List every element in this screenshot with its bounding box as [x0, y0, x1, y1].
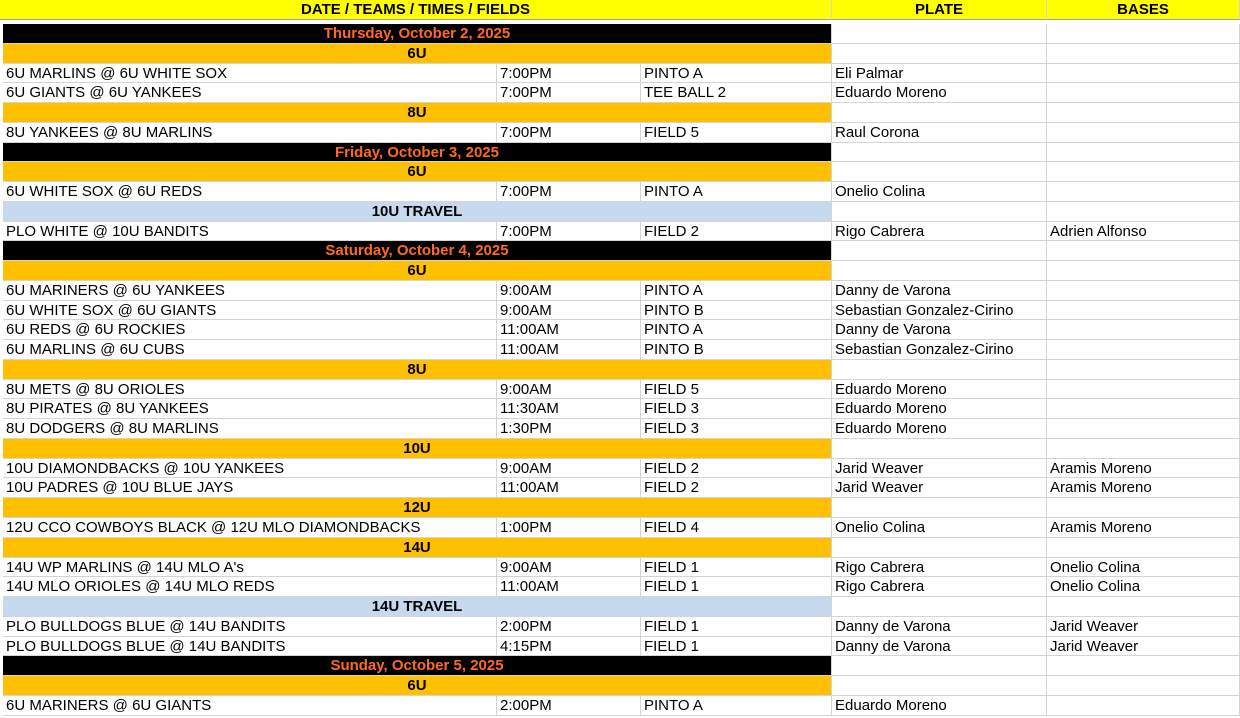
teams-cell[interactable]: PLO BULLDOGS BLUE @ 14U BANDITS: [3, 617, 497, 637]
game-row: [0, 123, 1240, 143]
game-row: [0, 419, 1240, 439]
plate-umpire-cell[interactable]: Eduardo Moreno: [832, 399, 1047, 419]
date-label-cell[interactable]: Thursday, October 2, 2025: [3, 24, 832, 44]
bases-empty-cell[interactable]: [1047, 261, 1240, 281]
game-row: [0, 281, 1240, 301]
header-plate-cell[interactable]: PLATE: [832, 0, 1047, 20]
plate-umpire-cell[interactable]: Eduardo Moreno: [832, 696, 1047, 716]
field-cell[interactable]: FIELD 2: [641, 478, 832, 498]
teams-cell[interactable]: PLO WHITE @ 10U BANDITS: [3, 222, 497, 242]
plate-empty-cell[interactable]: [832, 24, 1047, 44]
plate-umpire-cell[interactable]: Danny de Varona: [832, 637, 1047, 657]
game-row: [0, 182, 1240, 202]
division-label-cell[interactable]: 14U: [3, 538, 832, 558]
plate-umpire-cell[interactable]: Rigo Cabrera: [832, 558, 1047, 578]
date-label-cell[interactable]: Saturday, October 4, 2025: [3, 241, 832, 261]
division-label-cell[interactable]: 6U: [3, 162, 832, 182]
plate-umpire-cell[interactable]: Onelio Colina: [832, 182, 1047, 202]
game-row: [0, 380, 1240, 400]
time-cell[interactable]: 1:00PM: [497, 518, 641, 538]
time-cell[interactable]: 11:00AM: [497, 320, 641, 340]
plate-umpire-cell[interactable]: Eli Palmar: [832, 64, 1047, 84]
bases-umpire-cell[interactable]: [1047, 182, 1240, 202]
bases-umpire-cell[interactable]: [1047, 696, 1240, 716]
time-cell[interactable]: 7:00PM: [497, 64, 641, 84]
teams-cell[interactable]: 14U MLO ORIOLES @ 14U MLO REDS: [3, 577, 497, 597]
bases-empty-cell[interactable]: [1047, 439, 1240, 459]
game-row: [0, 518, 1240, 538]
field-cell[interactable]: PINTO A: [641, 320, 832, 340]
time-cell[interactable]: 9:00AM: [497, 281, 641, 301]
plate-empty-cell[interactable]: [832, 44, 1047, 64]
field-cell[interactable]: FIELD 2: [641, 222, 832, 242]
teams-cell[interactable]: 6U REDS @ 6U ROCKIES: [3, 320, 497, 340]
date-label-cell[interactable]: Sunday, October 5, 2025: [3, 656, 832, 676]
plate-umpire-cell[interactable]: Eduardo Moreno: [832, 83, 1047, 103]
time-cell[interactable]: 7:00PM: [497, 182, 641, 202]
bases-empty-cell[interactable]: [1047, 162, 1240, 182]
time-cell[interactable]: 11:30AM: [497, 399, 641, 419]
field-cell[interactable]: PINTO B: [641, 340, 832, 360]
plate-umpire-cell[interactable]: Rigo Cabrera: [832, 577, 1047, 597]
bases-empty-cell[interactable]: [1047, 676, 1240, 696]
bases-umpire-cell[interactable]: [1047, 83, 1240, 103]
division-header-row: [0, 261, 1240, 281]
teams-cell[interactable]: 6U GIANTS @ 6U YANKEES: [3, 83, 497, 103]
division-header-row: [0, 360, 1240, 380]
teams-cell[interactable]: 10U PADRES @ 10U BLUE JAYS: [3, 478, 497, 498]
plate-empty-cell[interactable]: [832, 202, 1047, 222]
plate-umpire-cell[interactable]: Rigo Cabrera: [832, 222, 1047, 242]
division-header-row: [0, 103, 1240, 123]
teams-cell[interactable]: 8U METS @ 8U ORIOLES: [3, 380, 497, 400]
game-row: [0, 83, 1240, 103]
division-header-row: [0, 44, 1240, 64]
field-cell[interactable]: FIELD 2: [641, 459, 832, 479]
division-label-cell[interactable]: 6U: [3, 261, 832, 281]
teams-cell[interactable]: 6U MARINERS @ 6U YANKEES: [3, 281, 497, 301]
time-cell[interactable]: 7:00PM: [497, 123, 641, 143]
game-row: [0, 320, 1240, 340]
division-label-cell[interactable]: 6U: [3, 676, 832, 696]
date-header-row: [0, 143, 1240, 163]
teams-cell[interactable]: 10U DIAMONDBACKS @ 10U YANKEES: [3, 459, 497, 479]
game-row: [0, 478, 1240, 498]
teams-cell[interactable]: 8U PIRATES @ 8U YANKEES: [3, 399, 497, 419]
bases-umpire-cell[interactable]: Aramis Moreno: [1047, 518, 1240, 538]
plate-empty-cell[interactable]: [832, 143, 1047, 163]
plate-umpire-cell[interactable]: Eduardo Moreno: [832, 419, 1047, 439]
travel-header-row: [0, 202, 1240, 222]
game-row: [0, 696, 1240, 716]
date-header-row: [0, 656, 1240, 676]
bases-empty-cell[interactable]: [1047, 360, 1240, 380]
plate-umpire-cell[interactable]: Onelio Colina: [832, 518, 1047, 538]
division-header-row: [0, 676, 1240, 696]
bases-empty-cell[interactable]: [1047, 241, 1240, 261]
division-header-row: [0, 162, 1240, 182]
bases-umpire-cell[interactable]: Adrien Alfonso: [1047, 222, 1240, 242]
bases-umpire-cell[interactable]: [1047, 64, 1240, 84]
header-row: [0, 0, 1240, 20]
travel-header-row: [0, 597, 1240, 617]
bases-umpire-cell[interactable]: [1047, 281, 1240, 301]
plate-empty-cell[interactable]: [832, 261, 1047, 281]
time-cell[interactable]: 11:00AM: [497, 577, 641, 597]
plate-umpire-cell[interactable]: Danny de Varona: [832, 320, 1047, 340]
plate-empty-cell[interactable]: [832, 538, 1047, 558]
game-row: [0, 64, 1240, 84]
plate-empty-cell[interactable]: [832, 241, 1047, 261]
plate-umpire-cell[interactable]: Eduardo Moreno: [832, 380, 1047, 400]
field-cell[interactable]: PINTO A: [641, 696, 832, 716]
field-cell[interactable]: FIELD 3: [641, 399, 832, 419]
game-row: [0, 222, 1240, 242]
teams-cell[interactable]: 8U YANKEES @ 8U MARLINS: [3, 123, 497, 143]
bases-empty-cell[interactable]: [1047, 202, 1240, 222]
bases-empty-cell[interactable]: [1047, 498, 1240, 518]
time-cell[interactable]: 9:00AM: [497, 459, 641, 479]
division-label-cell[interactable]: 10U: [3, 439, 832, 459]
time-cell[interactable]: 9:00AM: [497, 380, 641, 400]
field-cell[interactable]: FIELD 3: [641, 419, 832, 439]
header-schedule-cell[interactable]: DATE / TEAMS / TIMES / FIELDS: [0, 0, 832, 20]
game-row: [0, 340, 1240, 360]
bases-umpire-cell[interactable]: Aramis Moreno: [1047, 459, 1240, 479]
teams-cell[interactable]: 12U CCO COWBOYS BLACK @ 12U MLO DIAMONDBACKS: [3, 518, 497, 538]
field-cell[interactable]: FIELD 1: [641, 577, 832, 597]
teams-cell[interactable]: 6U MARLINS @ 6U WHITE SOX: [3, 64, 497, 84]
bases-umpire-cell[interactable]: Jarid Weaver: [1047, 637, 1240, 657]
plate-umpire-cell[interactable]: Raul Corona: [832, 123, 1047, 143]
game-row: [0, 301, 1240, 321]
game-row: [0, 459, 1240, 479]
field-cell[interactable]: PINTO A: [641, 64, 832, 84]
teams-cell[interactable]: PLO BULLDOGS BLUE @ 14U BANDITS: [3, 637, 497, 657]
time-cell[interactable]: 11:00AM: [497, 478, 641, 498]
bases-empty-cell[interactable]: [1047, 103, 1240, 123]
bases-umpire-cell[interactable]: [1047, 320, 1240, 340]
bases-umpire-cell[interactable]: [1047, 123, 1240, 143]
game-row: [0, 637, 1240, 657]
time-cell[interactable]: 2:00PM: [497, 696, 641, 716]
plate-empty-cell[interactable]: [832, 360, 1047, 380]
plate-empty-cell[interactable]: [832, 103, 1047, 123]
bases-umpire-cell[interactable]: Onelio Colina: [1047, 577, 1240, 597]
teams-cell[interactable]: 6U MARLINS @ 6U CUBS: [3, 340, 497, 360]
bases-empty-cell[interactable]: [1047, 597, 1240, 617]
bases-empty-cell[interactable]: [1047, 44, 1240, 64]
plate-empty-cell[interactable]: [832, 439, 1047, 459]
field-cell[interactable]: PINTO A: [641, 182, 832, 202]
bases-umpire-cell[interactable]: [1047, 399, 1240, 419]
plate-umpire-cell[interactable]: Danny de Varona: [832, 617, 1047, 637]
game-row: [0, 617, 1240, 637]
field-cell[interactable]: TEE BALL 2: [641, 83, 832, 103]
header-bases-cell[interactable]: BASES: [1047, 0, 1240, 20]
time-cell[interactable]: 7:00PM: [497, 222, 641, 242]
time-cell[interactable]: 11:00AM: [497, 340, 641, 360]
plate-empty-cell[interactable]: [832, 676, 1047, 696]
teams-cell[interactable]: 14U WP MARLINS @ 14U MLO A's: [3, 558, 497, 578]
plate-umpire-cell[interactable]: Jarid Weaver: [832, 459, 1047, 479]
time-cell[interactable]: 9:00AM: [497, 558, 641, 578]
division-header-row: [0, 538, 1240, 558]
game-row: [0, 558, 1240, 578]
plate-umpire-cell[interactable]: Danny de Varona: [832, 281, 1047, 301]
bases-umpire-cell[interactable]: Aramis Moreno: [1047, 478, 1240, 498]
time-cell[interactable]: 4:15PM: [497, 637, 641, 657]
plate-empty-cell[interactable]: [832, 597, 1047, 617]
bases-umpire-cell[interactable]: [1047, 419, 1240, 439]
time-cell[interactable]: 9:00AM: [497, 301, 641, 321]
division-header-row: [0, 439, 1240, 459]
bases-empty-cell[interactable]: [1047, 143, 1240, 163]
travel-label-cell[interactable]: 10U TRAVEL: [3, 202, 832, 222]
division-header-row: [0, 498, 1240, 518]
bases-empty-cell[interactable]: [1047, 24, 1240, 44]
field-cell[interactable]: FIELD 4: [641, 518, 832, 538]
plate-empty-cell[interactable]: [832, 656, 1047, 676]
plate-umpire-cell[interactable]: Jarid Weaver: [832, 478, 1047, 498]
field-cell[interactable]: FIELD 5: [641, 123, 832, 143]
teams-cell[interactable]: 6U MARINERS @ 6U GIANTS: [3, 696, 497, 716]
teams-cell[interactable]: 8U DODGERS @ 8U MARLINS: [3, 419, 497, 439]
date-header-row: [0, 24, 1240, 44]
date-header-row: [0, 241, 1240, 261]
plate-empty-cell[interactable]: [832, 498, 1047, 518]
game-row: [0, 399, 1240, 419]
plate-umpire-cell[interactable]: Sebastian Gonzalez-Cirino: [832, 340, 1047, 360]
time-cell[interactable]: 1:30PM: [497, 419, 641, 439]
date-label-cell[interactable]: Friday, October 3, 2025: [3, 143, 832, 163]
time-cell[interactable]: 2:00PM: [497, 617, 641, 637]
game-row: [0, 577, 1240, 597]
bases-umpire-cell[interactable]: [1047, 380, 1240, 400]
field-cell[interactable]: FIELD 1: [641, 558, 832, 578]
field-cell[interactable]: FIELD 1: [641, 617, 832, 637]
time-cell[interactable]: 7:00PM: [497, 83, 641, 103]
division-label-cell[interactable]: 12U: [3, 498, 832, 518]
bases-umpire-cell[interactable]: [1047, 301, 1240, 321]
plate-umpire-cell[interactable]: Sebastian Gonzalez-Cirino: [832, 301, 1047, 321]
teams-cell[interactable]: 6U WHITE SOX @ 6U REDS: [3, 182, 497, 202]
division-label-cell[interactable]: 8U: [3, 103, 832, 123]
teams-cell[interactable]: 6U WHITE SOX @ 6U GIANTS: [3, 301, 497, 321]
field-cell[interactable]: FIELD 1: [641, 637, 832, 657]
bases-empty-cell[interactable]: [1047, 538, 1240, 558]
plate-empty-cell[interactable]: [832, 162, 1047, 182]
field-cell[interactable]: PINTO B: [641, 301, 832, 321]
bases-umpire-cell[interactable]: Jarid Weaver: [1047, 617, 1240, 637]
bases-umpire-cell[interactable]: [1047, 340, 1240, 360]
travel-label-cell[interactable]: 14U TRAVEL: [3, 597, 832, 617]
division-label-cell[interactable]: 6U: [3, 44, 832, 64]
bases-umpire-cell[interactable]: Onelio Colina: [1047, 558, 1240, 578]
division-label-cell[interactable]: 8U: [3, 360, 832, 380]
field-cell[interactable]: PINTO A: [641, 281, 832, 301]
field-cell[interactable]: FIELD 5: [641, 380, 832, 400]
bases-empty-cell[interactable]: [1047, 656, 1240, 676]
